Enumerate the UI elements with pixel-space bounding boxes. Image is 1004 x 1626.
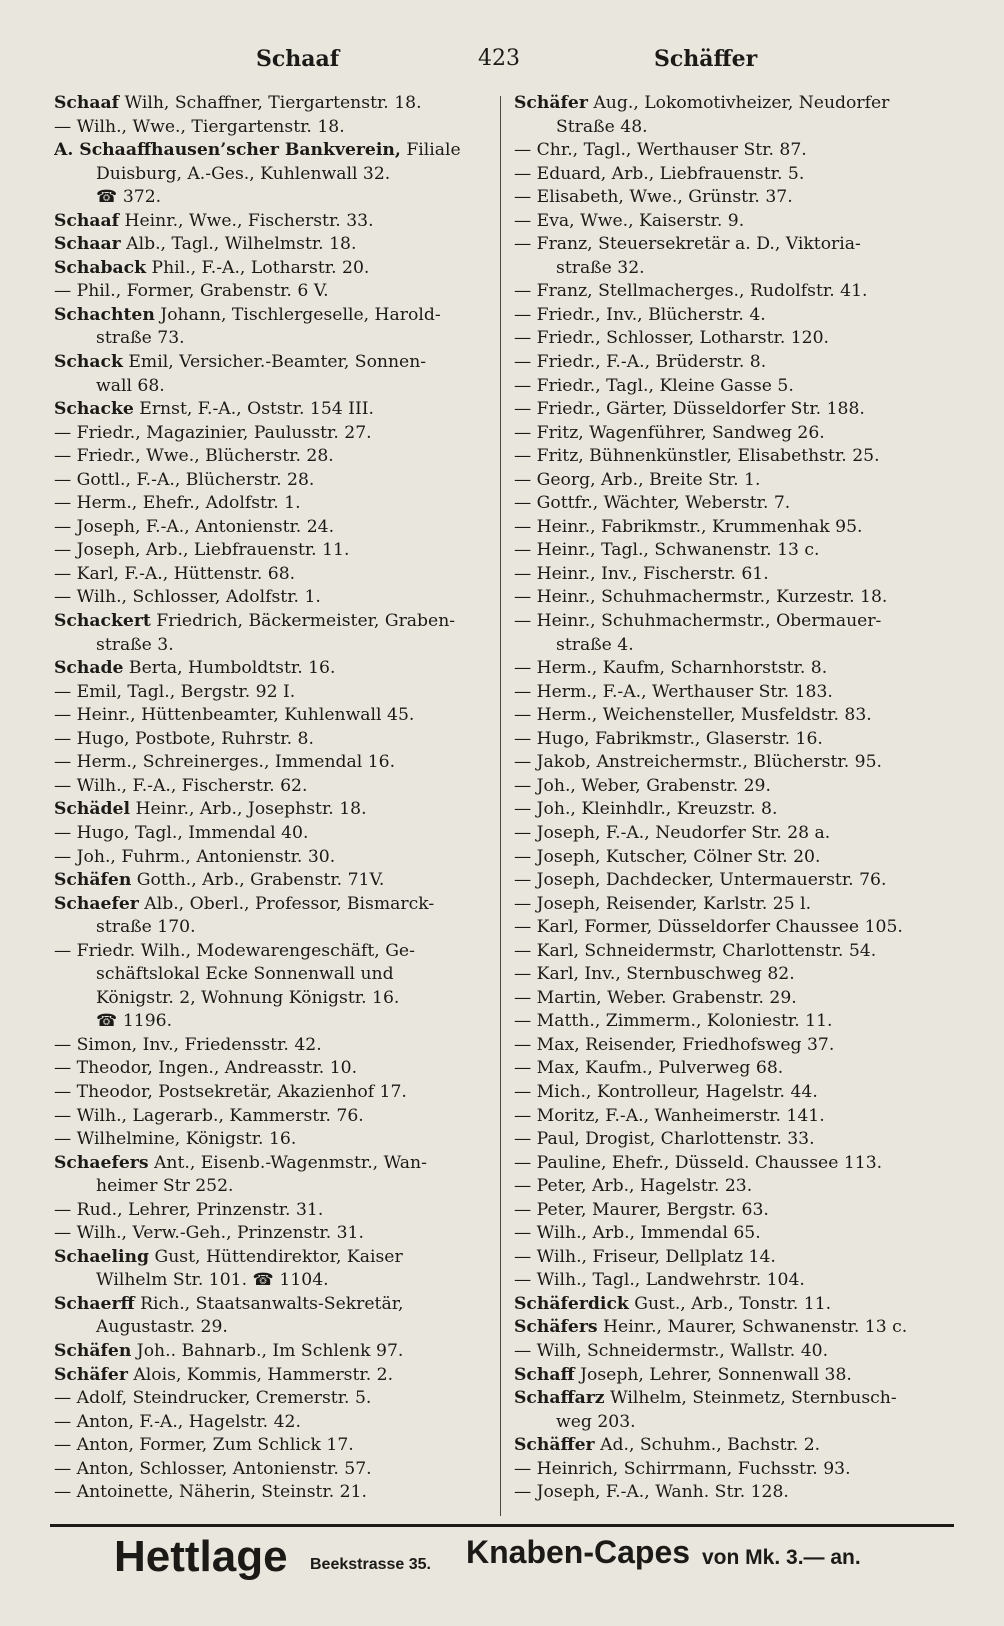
- directory-entry-line: [514, 1458, 944, 1482]
- directory-entry-line: [54, 846, 484, 870]
- directory-entry-line: [54, 1057, 484, 1081]
- entry-text: Wilhelm, Steinmetz, Sternbusch-: [604, 1388, 897, 1409]
- entry-text: — Heinr., Tagl., Schwanenstr. 13 c.: [514, 540, 820, 561]
- directory-entry-line: [514, 422, 944, 446]
- directory-entry-line: [514, 1222, 944, 1246]
- entry-text: Emil, Versicher.-Beamter, Sonnen-: [122, 352, 427, 373]
- entry-text: Alb., Oberl., Professor, Bismarck-: [138, 893, 435, 914]
- directory-entry-line: [54, 327, 484, 351]
- directory-entry-line: [514, 1199, 944, 1223]
- entry-text: Aug., Lokomotivheizer, Neudorfer: [587, 93, 890, 113]
- advertisement: [0, 1528, 1004, 1592]
- entry-text: — Heinr., Hüttenbeamter, Kuhlenwall 45.: [54, 705, 415, 726]
- entry-surname: Schaerff: [54, 1293, 135, 1314]
- directory-entry-line: [514, 822, 944, 846]
- entry-text: — Chr., Tagl., Werthauser Str. 87.: [514, 140, 807, 161]
- entry-text: — Emil, Tagl., Bergstr. 92 I.: [54, 681, 296, 702]
- directory-entry-line: [514, 1152, 944, 1176]
- directory-entry-line: [514, 398, 944, 422]
- entry-text: straße 3.: [96, 634, 174, 655]
- entry-text: — Matth., Zimmerm., Koloniestr. 11.: [514, 1011, 833, 1032]
- entry-text: Joh.. Bahnarb., Im Schlenk 97.: [131, 1340, 404, 1361]
- entry-surname: Schachten: [54, 304, 155, 325]
- directory-entry-line: [54, 257, 484, 281]
- directory-entry-line: [54, 893, 484, 917]
- entry-text: — Herm., Weichensteller, Musfeldstr. 83.: [514, 705, 872, 726]
- entry-text: — Friedr. Wilh., Modewarengeschäft, Ge-: [54, 940, 415, 961]
- directory-entry-line: [514, 1434, 944, 1458]
- directory-entry-line: [514, 375, 944, 399]
- entry-text: — Eduard, Arb., Liebfrauenstr. 5.: [514, 163, 805, 184]
- entry-surname: Schaaf: [54, 210, 120, 231]
- directory-entry-line: [54, 422, 484, 446]
- entry-text: ☎ 372.: [96, 187, 162, 208]
- entry-text: — Franz, Stellmacherges., Rudolfstr. 41.: [514, 281, 868, 302]
- directory-entry-line: [514, 1081, 944, 1105]
- entry-text: — Heinr., Inv., Fischerstr. 61.: [514, 563, 769, 584]
- entry-surname: Schäfen: [54, 870, 132, 891]
- directory-entry-line: [54, 516, 484, 540]
- directory-entry-line: [514, 139, 944, 163]
- directory-entry-line: [514, 586, 944, 610]
- entry-text: — Max, Reisender, Friedhofsweg 37.: [514, 1034, 835, 1055]
- directory-entry-line: [54, 1293, 484, 1317]
- entry-text: — Herm., Schreinerges., Immendal 16.: [54, 752, 396, 773]
- entry-text: — Heinr., Fabrikmstr., Krummenhak 95.: [514, 516, 863, 537]
- directory-entry-line: [54, 1411, 484, 1435]
- entry-text: weg 203.: [556, 1411, 636, 1432]
- directory-entry-line: [54, 657, 484, 681]
- entry-text: Berta, Humboldtstr. 16.: [123, 658, 336, 679]
- directory-entry-line: [514, 728, 944, 752]
- directory-entry-line: [54, 351, 484, 375]
- directory-entry-line: [54, 775, 484, 799]
- entry-text: Gust, Hüttendirektor, Kaiser: [149, 1246, 403, 1267]
- directory-entry-line: [54, 1034, 484, 1058]
- entry-text: — Joseph, Reisender, Karlstr. 25 l.: [514, 893, 812, 914]
- entry-text: — Herm., Ehefr., Adolfstr. 1.: [54, 493, 301, 514]
- directory-entry-line: [54, 1222, 484, 1246]
- entry-text: — Joseph, Kutscher, Cölner Str. 20.: [514, 846, 821, 867]
- directory-entry-line: [514, 304, 944, 328]
- entry-text: — Joseph, F.-A., Neudorfer Str. 28 a.: [514, 822, 831, 843]
- entry-surname: Schaefer: [54, 893, 139, 914]
- entry-text: — Antoinette, Näherin, Steinstr. 21.: [54, 1482, 368, 1503]
- directory-entry-line: [514, 280, 944, 304]
- entry-text: — Rud., Lehrer, Prinzenstr. 31.: [54, 1199, 324, 1220]
- entry-text: — Max, Kaufm., Pulverweg 68.: [514, 1058, 784, 1079]
- directory-entry-line: [514, 987, 944, 1011]
- entry-text: — Friedr., Gärter, Düsseldorfer Str. 188.: [514, 399, 865, 420]
- directory-entry-line: [54, 822, 484, 846]
- entry-text: — Wilh., Friseur, Dellplatz 14.: [514, 1246, 776, 1267]
- entry-surname: Schäfer: [54, 1364, 128, 1385]
- directory-entry-line: [54, 1246, 484, 1270]
- entry-text: — Simon, Inv., Friedensstr. 42.: [54, 1034, 322, 1055]
- advert-price: von Mk. 3.— an.: [702, 1546, 861, 1569]
- directory-entry-line: [514, 351, 944, 375]
- entry-text: Gotth., Arb., Grabenstr. 71V.: [131, 870, 385, 891]
- entry-text: — Anton, Former, Zum Schlick 17.: [54, 1435, 354, 1456]
- directory-entry-line: [514, 916, 944, 940]
- directory-entry-line: [514, 940, 944, 964]
- entry-surname: Schäfen: [54, 1340, 132, 1361]
- directory-entry-line: [514, 445, 944, 469]
- directory-entry-line: [514, 798, 944, 822]
- directory-entry-line: [54, 1458, 484, 1482]
- directory-entry-line: [54, 1434, 484, 1458]
- entry-text: — Georg, Arb., Breite Str. 1.: [514, 469, 761, 490]
- header-right-keyword: Schäffer: [654, 46, 758, 72]
- directory-entry-line: [514, 1246, 944, 1270]
- entry-surname: Schaffarz: [514, 1388, 605, 1409]
- directory-entry-line: [514, 257, 944, 281]
- directory-entry-line: [514, 869, 944, 893]
- directory-entry-line: [54, 869, 484, 893]
- entry-text: — Heinr., Schuhmachermstr., Obermauer-: [514, 611, 882, 632]
- entry-text: — Anton, Schlosser, Antonienstr. 57.: [54, 1458, 372, 1479]
- directory-entry-line: [514, 1057, 944, 1081]
- directory-entry-line: [54, 916, 484, 940]
- entry-text: straße 73.: [96, 328, 185, 349]
- entry-text: straße 32.: [556, 257, 645, 278]
- entry-text: — Franz, Steuersekretär a. D., Viktoria-: [514, 234, 861, 255]
- entry-text: — Fritz, Bühnenkünstler, Elisabethstr. 25.: [514, 446, 880, 467]
- entry-text: schäftslokal Ecke Sonnenwall und: [96, 964, 394, 985]
- entry-text: Phil., F.-A., Lotharstr. 20.: [146, 257, 370, 278]
- directory-entry-line: [54, 751, 484, 775]
- entry-text: — Peter, Arb., Hagelstr. 23.: [514, 1176, 753, 1197]
- directory-entry-line: [54, 798, 484, 822]
- directory-entry-line: [514, 1411, 944, 1435]
- directory-entry-line: [54, 92, 484, 116]
- entry-text: Heinr., Wwe., Fischerstr. 33.: [119, 210, 374, 231]
- advert-product: Knaben-Capes: [466, 1534, 691, 1570]
- directory-entry-line: [54, 1364, 484, 1388]
- entry-text: Straße 48.: [556, 116, 648, 137]
- entry-text: heimer Str 252.: [96, 1176, 234, 1197]
- directory-entry-line: [54, 210, 484, 234]
- directory-entry-line: [514, 775, 944, 799]
- directory-entry-line: [514, 163, 944, 187]
- directory-entry-line: [54, 1010, 484, 1034]
- entry-text: — Karl, Schneidermstr, Charlottenstr. 54.: [514, 940, 877, 961]
- directory-entry-line: [514, 1175, 944, 1199]
- entry-text: — Martin, Weber. Grabenstr. 29.: [514, 987, 797, 1008]
- directory-entry-line: [54, 563, 484, 587]
- entry-text: — Friedr., Inv., Blücherstr. 4.: [514, 304, 766, 325]
- entry-text: — Fritz, Wagenführer, Sandweg 26.: [514, 422, 825, 443]
- entry-text: — Karl, Former, Düsseldorfer Chaussee 105.: [514, 917, 903, 938]
- entry-text: Ernst, F.-A., Oststr. 154 III.: [133, 399, 374, 420]
- entry-text: Wilh, Schaffner, Tiergartenstr. 18.: [119, 93, 422, 113]
- directory-entry-line: [514, 186, 944, 210]
- directory-entry-line: [54, 1340, 484, 1364]
- entry-text: Ant., Eisenb.-Wagenmstr., Wan-: [148, 1152, 427, 1173]
- entry-surname: Schädel: [54, 799, 130, 820]
- directory-entry-line: [514, 1340, 944, 1364]
- entry-text: — Eva, Wwe., Kaiserstr. 9.: [514, 210, 745, 231]
- entry-text: — Wilh., Schlosser, Adolfstr. 1.: [54, 587, 321, 608]
- entry-text: — Hugo, Tagl., Immendal 40.: [54, 822, 309, 843]
- entry-text: Gust., Arb., Tonstr. 11.: [628, 1293, 832, 1314]
- entry-text: — Friedr., Schlosser, Lotharstr. 120.: [514, 328, 830, 349]
- entry-text: — Joseph, Arb., Liebfrauenstr. 11.: [54, 540, 350, 561]
- directory-entry-line: [514, 92, 944, 116]
- entry-text: Alb., Tagl., Wilhelmstr. 18.: [120, 234, 357, 255]
- entry-text: — Joseph, F.-A., Antonienstr. 24.: [54, 516, 335, 537]
- directory-entry-line: [514, 327, 944, 351]
- page-header: [0, 46, 1004, 80]
- entry-text: — Theodor, Postsekretär, Akazienhof 17.: [54, 1081, 407, 1102]
- entry-surname: Schaaf: [54, 93, 120, 113]
- directory-entry-line: [54, 940, 484, 964]
- entry-text: Duisburg, A.-Ges., Kuhlenwall 32.: [96, 163, 391, 184]
- directory-entry-line: [54, 469, 484, 493]
- directory-entry-line: [54, 539, 484, 563]
- entry-text: — Gottl., F.-A., Blücherstr. 28.: [54, 469, 315, 490]
- directory-entry-line: [514, 681, 944, 705]
- page-number: 423: [478, 46, 520, 71]
- directory-entry-line: [54, 1481, 484, 1505]
- directory-entry-line: [514, 846, 944, 870]
- entry-surname: Schade: [54, 658, 124, 679]
- entry-text: Ad., Schuhm., Bachstr. 2.: [594, 1435, 821, 1456]
- entry-text: — Adolf, Steindrucker, Cremerstr. 5.: [54, 1388, 372, 1409]
- entry-text: — Wilh., F.-A., Fischerstr. 62.: [54, 775, 308, 796]
- entry-surname: Schaback: [54, 257, 147, 278]
- entry-surname: Schaff: [514, 1364, 575, 1385]
- entry-surname: Schack: [54, 352, 123, 373]
- entry-text: Alois, Kommis, Hammerstr. 2.: [127, 1364, 394, 1385]
- directory-entry-line: [54, 610, 484, 634]
- directory-entry-line: [54, 987, 484, 1011]
- directory-entry-line: [54, 1387, 484, 1411]
- entry-text: wall 68.: [96, 375, 165, 396]
- entry-text: — Wilhelmine, Königstr. 16.: [54, 1129, 297, 1150]
- entry-text: — Pauline, Ehefr., Düsseld. Chaussee 113.: [514, 1152, 883, 1173]
- entry-text: — Herm., F.-A., Werthauser Str. 183.: [514, 681, 833, 702]
- entry-surname: Schaeling: [54, 1246, 150, 1267]
- directory-entry-line: [514, 634, 944, 658]
- directory-entry-line: [514, 116, 944, 140]
- entry-text: — Theodor, Ingen., Andreasstr. 10.: [54, 1058, 358, 1079]
- left-column: [54, 92, 484, 1522]
- directory-entry-line: [54, 139, 484, 163]
- entry-text: — Elisabeth, Wwe., Grünstr. 37.: [514, 187, 793, 208]
- directory-entry-line: [514, 1034, 944, 1058]
- entry-text: Friedrich, Bäckermeister, Graben-: [150, 611, 456, 632]
- entry-text: — Jakob, Anstreichermstr., Blücherstr. 95.: [514, 752, 882, 773]
- entry-surname: Schacke: [54, 399, 134, 420]
- directory-entry-line: [514, 893, 944, 917]
- directory-entry-line: [514, 233, 944, 257]
- entry-text: — Joseph, F.-A., Wanh. Str. 128.: [514, 1482, 789, 1503]
- entry-text: — Friedr., Wwe., Blücherstr. 28.: [54, 446, 334, 467]
- directory-entry-line: [54, 1128, 484, 1152]
- directory-entry-line: [54, 1105, 484, 1129]
- entry-text: — Paul, Drogist, Charlottenstr. 33.: [514, 1129, 815, 1150]
- directory-entry-line: [54, 1152, 484, 1176]
- entry-text: Augustastr. 29.: [96, 1317, 228, 1338]
- entry-text: — Wilh., Verw.-Geh., Prinzenstr. 31.: [54, 1223, 364, 1244]
- entry-surname: Schäffer: [514, 1435, 595, 1456]
- entry-text: — Karl, Inv., Sternbuschweg 82.: [514, 964, 795, 985]
- entry-surname: Schäfers: [514, 1317, 598, 1338]
- directory-entry-line: [514, 1316, 944, 1340]
- directory-entry-line: [514, 210, 944, 234]
- directory-entry-line: [514, 1010, 944, 1034]
- directory-entry-line: [514, 1481, 944, 1505]
- entry-text: straße 4.: [556, 634, 634, 655]
- entry-text: — Phil., Former, Grabenstr. 6 V.: [54, 281, 329, 302]
- entry-surname: Schaar: [54, 234, 121, 255]
- directory-entry-line: [514, 516, 944, 540]
- entry-text: — Hugo, Fabrikmstr., Glaserstr. 16.: [514, 728, 823, 749]
- entry-text: ☎ 1196.: [96, 1011, 173, 1032]
- directory-entry-line: [54, 1199, 484, 1223]
- directory-entry-line: [514, 751, 944, 775]
- directory-entry-line: [54, 1081, 484, 1105]
- entry-text: straße 170.: [96, 917, 196, 938]
- directory-entry-line: [54, 586, 484, 610]
- directory-entry-line: [54, 186, 484, 210]
- entry-surname: Schackert: [54, 611, 151, 632]
- entry-surname: Schaefers: [54, 1152, 149, 1173]
- directory-entry-line: [54, 1269, 484, 1293]
- entry-text: — Heinr., Schuhmachermstr., Kurzestr. 18.: [514, 587, 888, 608]
- directory-entry-line: [54, 1175, 484, 1199]
- directory-entry-line: [54, 634, 484, 658]
- entry-text: Joseph, Lehrer, Sonnenwall 38.: [574, 1364, 852, 1385]
- advert-rule: [50, 1524, 954, 1527]
- directory-entry-line: [514, 1269, 944, 1293]
- directory-entry-line: [514, 704, 944, 728]
- entry-text: — Herm., Kaufm, Scharnhorststr. 8.: [514, 658, 828, 679]
- directory-entry-line: [514, 657, 944, 681]
- entry-text: Heinr., Arb., Josephstr. 18.: [130, 799, 367, 820]
- entry-text: — Mich., Kontrolleur, Hagelstr. 44.: [514, 1081, 818, 1102]
- advert-address: Beekstrasse 35.: [310, 1556, 431, 1573]
- entry-text: — Wilh., Lagerarb., Kammerstr. 76.: [54, 1105, 364, 1126]
- directory-entry-line: [514, 1128, 944, 1152]
- column-divider: [500, 96, 501, 1516]
- directory-entry-line: [54, 233, 484, 257]
- entry-text: — Hugo, Postbote, Ruhrstr. 8.: [54, 728, 314, 749]
- directory-entry-line: [54, 398, 484, 422]
- directory-entry-line: [54, 963, 484, 987]
- entry-surname: Schäferdick: [514, 1293, 629, 1314]
- entry-text: — Friedr., F.-A., Brüderstr. 8.: [514, 352, 767, 373]
- advert-brand: Hettlage: [114, 1532, 288, 1581]
- entry-text: — Joseph, Dachdecker, Untermauerstr. 76.: [514, 870, 887, 891]
- directory-entry-line: [54, 304, 484, 328]
- directory-entry-line: [514, 1293, 944, 1317]
- header-left-keyword: Schaaf: [256, 46, 340, 72]
- entry-text: — Heinrich, Schirrmann, Fuchsstr. 93.: [514, 1458, 851, 1479]
- directory-entry-line: [54, 704, 484, 728]
- directory-entry-line: [514, 610, 944, 634]
- entry-surname: Schäfer: [514, 93, 588, 113]
- entry-text: — Joh., Fuhrm., Antonienstr. 30.: [54, 846, 336, 867]
- entry-text: — Gottfr., Wächter, Weberstr. 7.: [514, 493, 791, 514]
- directory-entry-line: [514, 963, 944, 987]
- directory-entry-line: [514, 469, 944, 493]
- directory-entry-line: [514, 1105, 944, 1129]
- directory-entry-line: [54, 445, 484, 469]
- right-column: [514, 92, 944, 1522]
- directory-entry-line: [54, 163, 484, 187]
- directory-entry-line: [514, 1364, 944, 1388]
- entry-text: — Wilh., Tagl., Landwehrstr. 104.: [514, 1270, 805, 1291]
- entry-text: — Peter, Maurer, Bergstr. 63.: [514, 1199, 769, 1220]
- entry-text: — Wilh., Arb., Immendal 65.: [514, 1223, 761, 1244]
- directory-entry-line: [514, 492, 944, 516]
- directory-entry-line: [54, 1316, 484, 1340]
- directory-entry-line: [514, 539, 944, 563]
- directory-entry-line: [54, 375, 484, 399]
- entry-text: — Joh., Weber, Grabenstr. 29.: [514, 775, 771, 796]
- directory-entry-line: [54, 728, 484, 752]
- directory-entry-line: [514, 1387, 944, 1411]
- entry-text: — Friedr., Tagl., Kleine Gasse 5.: [514, 375, 794, 396]
- entry-text: — Karl, F.-A., Hüttenstr. 68.: [54, 563, 296, 584]
- entry-surname: A. Schaaffhausen’scher Bankverein,: [54, 140, 401, 161]
- entry-text: — Wilh, Schneidermstr., Wallstr. 40.: [514, 1340, 829, 1361]
- directory-entry-line: [54, 116, 484, 140]
- entry-text: Heinr., Maurer, Schwanenstr. 13 c.: [597, 1317, 908, 1338]
- entry-text: — Joh., Kleinhdlr., Kreuzstr. 8.: [514, 799, 778, 820]
- entry-text: — Friedr., Magazinier, Paulusstr. 27.: [54, 422, 372, 443]
- directory-entry-line: [54, 492, 484, 516]
- entry-text: Rich., Staatsanwalts-Sekretär,: [134, 1293, 404, 1314]
- entry-text: — Anton, F.-A., Hagelstr. 42.: [54, 1411, 301, 1432]
- entry-text: Filiale: [400, 140, 461, 161]
- directory-entry-line: [514, 563, 944, 587]
- entry-text: — Moritz, F.-A., Wanheimerstr. 141.: [514, 1105, 825, 1126]
- entry-text: Königstr. 2, Wohnung Königstr. 16.: [96, 987, 400, 1008]
- entry-text: — Wilh., Wwe., Tiergartenstr. 18.: [54, 116, 345, 137]
- directory-entry-line: [54, 280, 484, 304]
- entry-text: Wilhelm Str. 101. ☎ 1104.: [96, 1270, 329, 1291]
- entry-text: Johann, Tischlergeselle, Harold-: [154, 304, 441, 325]
- directory-entry-line: [54, 681, 484, 705]
